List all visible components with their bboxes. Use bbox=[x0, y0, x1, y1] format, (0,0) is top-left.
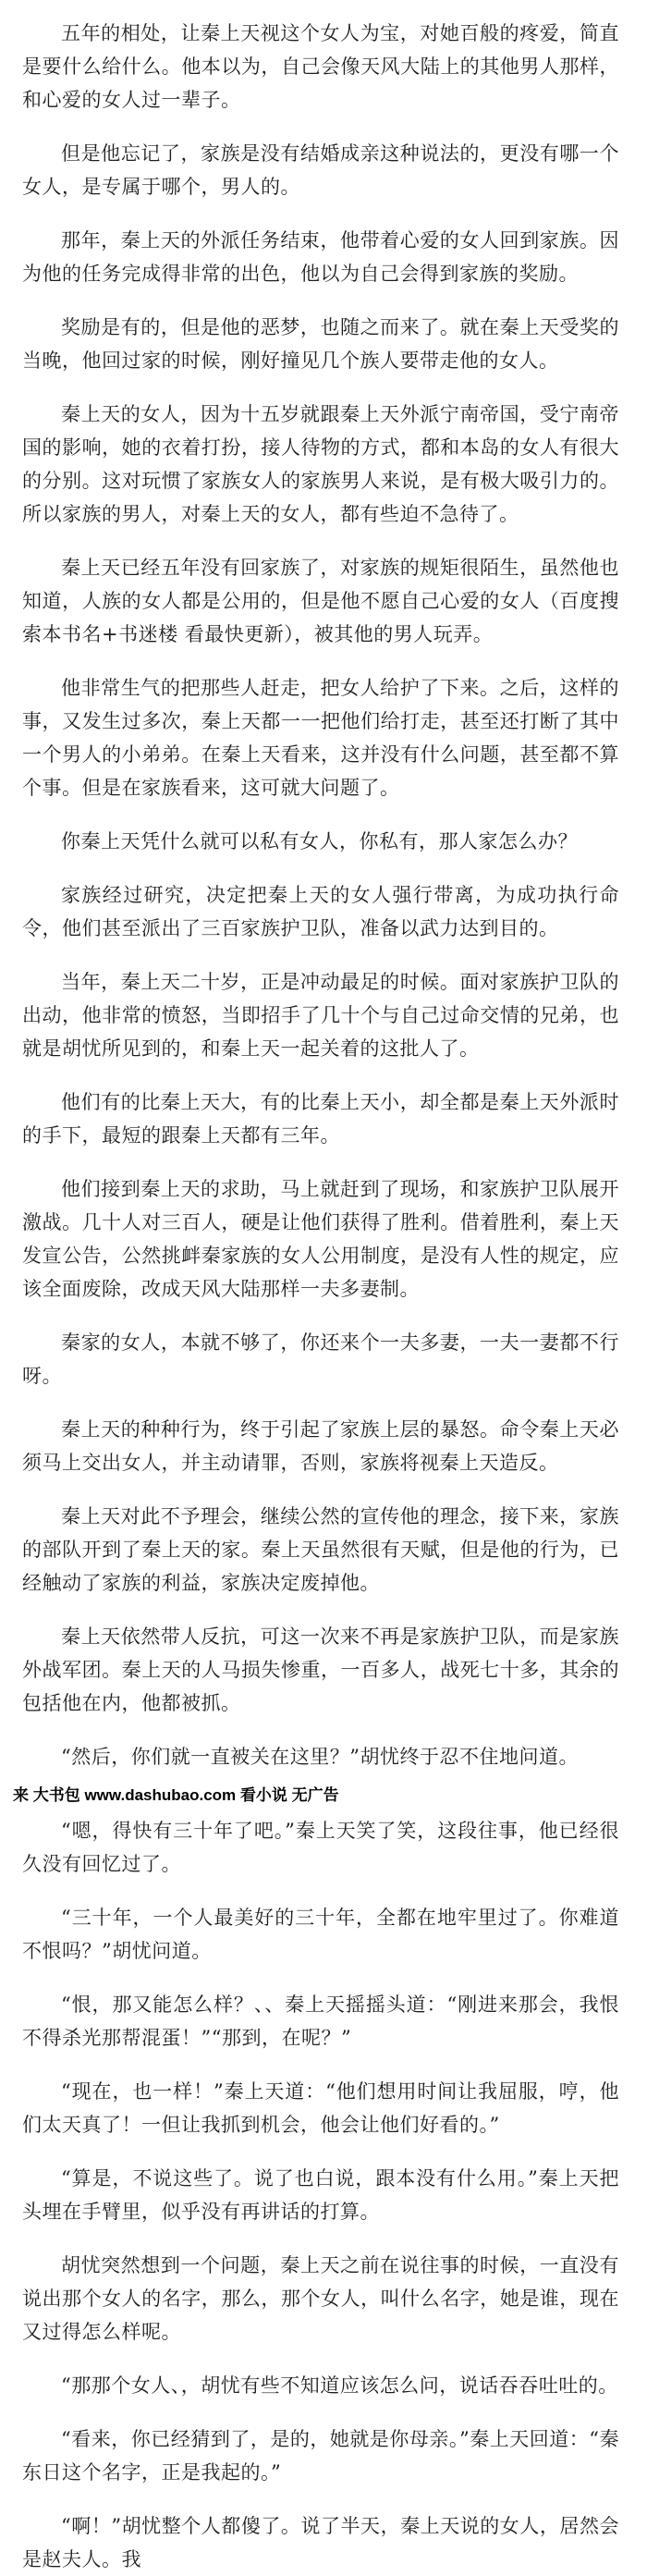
paragraph: 当年，秦上天二十岁，正是冲动最足的时候。面对家族护卫队的出动，他非常的愤怒，当即招手了几十个与自己过命交情的兄弟，也就是胡忧所见到的，和秦上天一起关着的这批人了。 bbox=[22, 971, 619, 1060]
site-ad-line: 来 大书包 www.dashubao.com 看小说 无广告 bbox=[13, 1786, 339, 1804]
paragraph: 秦上天已经五年没有回家族了，对家族的规矩很陌生，虽然他也知道，人族的女人都是公用的，但是他不愿自己心爱的女人（百度搜索本书名+书迷楼 看最快更新），被其他的男人玩弄。 bbox=[22, 557, 619, 645]
paragraph: 秦上天依然带人反抗，可这一次来不再是家族护卫队，而是家族外战军团。秦上天的人马损失惨重，一百多人，战死七十多，其余的包括他在内，他都被抓。 bbox=[22, 1625, 619, 1714]
paragraph: “啊！”胡忧整个人都傻了。说了半天，秦上天说的女人，居然会是赵夫人。我 bbox=[22, 2515, 619, 2570]
paragraph: “三十年，一个人最美好的三十年，全都在地牢里过了。你难道不恨吗？”胡忧问道。 bbox=[22, 1907, 619, 1962]
paragraph: “算是，不说这些了。说了也白说，跟本没有什么用。”秦上天把头埋在手臂里，似乎没有再讲话的打算。 bbox=[22, 2167, 619, 2223]
paragraph: “看来，你已经猜到了，是的，她就是你母亲。”秦上天回道：“秦东日这个名字，正是我起的。” bbox=[22, 2428, 619, 2484]
paragraph: “现在，也一样！”秦上天道：“他们想用时间让我屈服，哼，他们太天真了！一但让我抓到机会，他会让他们好看的。” bbox=[22, 2080, 619, 2136]
paragraph: 秦上天对此不予理会，继续公然的宣传他的理念，接下来，家族的部队开到了秦上天的家。秦上天虽然很有天赋，但是他的行为，已经触动了家族的利益，家族决定废掉他。 bbox=[22, 1505, 619, 1594]
paragraph: 奖励是有的，但是他的恶梦，也随之而来了。就在秦上天受奖的当晚，他回过家的时候，刚好撞见几个族人要带走他的女人。 bbox=[22, 316, 619, 372]
chapter-body-after-ad bbox=[22, 1814, 619, 2576]
paragraph: 家族经过研究，决定把秦上天的女人强行带离，为成功执行命令，他们甚至派出了三百家族护卫队，准备以武力达到目的。 bbox=[22, 884, 619, 939]
paragraph: 秦上天的女人，因为十五岁就跟秦上天外派宁南帝国，受宁南帝国的影响，她的衣着打扮，接人待物的方式，都和本岛的女人有很大的分别。这对玩惯了家族女人的家族男人来说，是有极大吸引力的。所以家族的男人，对秦上天的女人，都有些迫不急待了。 bbox=[22, 403, 619, 525]
paragraph: 他们有的比秦上天大，有的比秦上天小，却全都是秦上天外派时的手下，最短的跟秦上天都有三年。 bbox=[22, 1091, 619, 1147]
paragraph: 秦家的女人，本就不够了，你还来个一夫多妻，一夫一妻都不行呀。 bbox=[22, 1331, 619, 1387]
paragraph: 胡忧突然想到一个问题，秦上天之前在说往事的时候，一直没有说出那个女人的名字，那么，那个女人，叫什么名字，她是谁，现在又过得怎么样呢。 bbox=[22, 2254, 619, 2343]
paragraph: 他非常生气的把那些人赶走，把女人给护了下来。之后，这样的事，又发生过多次，秦上天都一一把他们给打走，甚至还打断了其中一个男人的小弟弟。在秦上天看来，这并没有什么问题，甚至都不算个事。但是在家族看来，这可就大问题了。 bbox=[22, 677, 619, 799]
paragraph: 秦上天的种种行为，终于引起了家族上层的暴怒。命令秦上天必须马上交出女人，并主动请罪，否则，家族将视秦上天造反。 bbox=[22, 1418, 619, 1474]
paragraph: 但是他忘记了，家族是没有结婚成亲这种说法的，更没有哪一个女人，是专属于哪个，男人的。 bbox=[22, 142, 619, 198]
chapter-body-before-ad bbox=[22, 17, 619, 1773]
paragraph: 五年的相处，让秦上天视这个女人为宝，对她百般的疼爱，简直是要什么给什么。他本以为，自己会像天风大陆上的其他男人那样，和心爱的女人过一辈子。 bbox=[22, 22, 619, 111]
paragraph: 那年，秦上天的外派任务结束，他带着心爱的女人回到家族。因为他的任务完成得非常的出色，他以为自己会得到家族的奖励。 bbox=[22, 229, 619, 285]
paragraph: 他们接到秦上天的求助，马上就赶到了现场，和家族护卫队展开激战。几十人对三百人，硬是让他们获得了胜利。借着胜利，秦上天发宣公告，公然挑衅秦家族的女人公用制度，是没有人性的规定，应该全面废除，改成天风大陆那样一夫多妻制。 bbox=[22, 1178, 619, 1300]
paragraph: “恨，那又能怎么样？、、秦上天摇摇头道：“刚进来那会，我恨不得杀光那帮混蛋！”“那到，在呢？” bbox=[22, 1993, 619, 2049]
paragraph: 你秦上天凭什么就可以私有女人，你私有，那人家怎么办？ bbox=[61, 830, 578, 853]
paragraph: “那那个女人、，胡忧有些不知道应该怎么问，说话吞吞吐吐的。 bbox=[61, 2374, 618, 2397]
paragraph: “然后，你们就一直被关在这里？”胡忧终于忍不住地问道。 bbox=[61, 1746, 579, 1768]
paragraph: “嗯，得快有三十年了吧。”秦上天笑了笑，这段往事，他已经很久没有回忆过了。 bbox=[22, 1820, 619, 1875]
